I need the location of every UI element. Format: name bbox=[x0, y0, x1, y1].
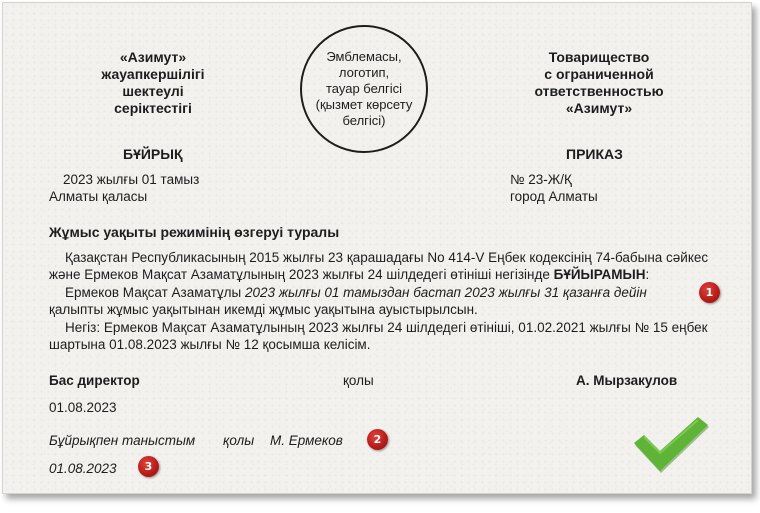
body-text: және Ермеков Мақсат Азаматұлының 2023 жылғы 24 шілдедегі өтініші негізінде bbox=[49, 267, 554, 282]
org-name-kz-line: шектеулі bbox=[122, 83, 184, 99]
emblem-text-line: (қызмет көрсету bbox=[315, 97, 413, 112]
document-page bbox=[2, 2, 752, 494]
org-name-kz bbox=[63, 49, 243, 117]
org-name-ru bbox=[499, 49, 699, 117]
body-line bbox=[65, 284, 647, 301]
signatory-name: А. Мырзакулов bbox=[576, 373, 678, 388]
signature-date: 01.08.2023 bbox=[49, 400, 117, 415]
acknowledgement-date: 01.08.2023 bbox=[49, 461, 117, 476]
body-line: Негіз: Ермеков Мақсат Азаматұлының 2023 жылғы 24 шілдедегі өтініші, 01.02.2021 жылғы № 15 еңбек bbox=[65, 320, 708, 335]
org-name-kz-line: серіктестігі bbox=[114, 100, 192, 116]
order-place-kz: Алматы қаласы bbox=[49, 189, 148, 204]
doc-type-ru: ПРИКАЗ bbox=[566, 146, 623, 162]
order-date-kz: 2023 жылғы 01 тамыз bbox=[63, 172, 200, 187]
signatory-position: Бас директор bbox=[49, 373, 140, 388]
body-line: шартына 01.08.2023 жылғы № 12 қосымша келісім. bbox=[49, 337, 371, 352]
period-text: 2023 жылғы 01 тамыздан бастап 2023 жылғы 31 қазанға дейін bbox=[244, 285, 647, 300]
emblem-text-line: тауар белгісі bbox=[325, 81, 402, 96]
org-name-ru-line: «Азимут» bbox=[565, 100, 633, 116]
body-text: : bbox=[645, 267, 650, 282]
signature-label: қолы bbox=[343, 373, 374, 388]
body-line: Қазақстан Республикасының 2015 жылғы 23 қарашадағы No 414-V Еңбек кодексінің 74-бабына сәйкес bbox=[65, 250, 709, 265]
emblem-text-line: белгісі) bbox=[342, 113, 386, 128]
order-number: № 23-Ж/Қ bbox=[510, 172, 572, 187]
emblem-text-line: Эмблемасы, bbox=[326, 49, 402, 64]
green-checkmark-icon bbox=[630, 413, 710, 475]
marker-badge: 1 bbox=[699, 282, 720, 303]
org-name-ru-line: с ограниченной bbox=[544, 66, 654, 82]
org-name-ru-line: Товарищество bbox=[548, 49, 650, 65]
body-line bbox=[49, 266, 649, 283]
order-place-ru: город Алматы bbox=[510, 189, 598, 204]
emblem-placeholder bbox=[300, 25, 428, 153]
doc-type-kz: БҰЙРЫҚ bbox=[123, 146, 183, 162]
marker-badge: 3 bbox=[138, 456, 159, 477]
order-subject: Жұмыс уақыты режимінің өзгеруі туралы bbox=[49, 224, 340, 240]
acknowledgement-sign-label: қолы bbox=[223, 433, 255, 448]
org-name-kz-line: жауапкершілігі bbox=[101, 66, 205, 82]
org-name-ru-line: ответственностью bbox=[534, 83, 664, 99]
employee-name: Ермеков Мақсат Азаматұлы bbox=[65, 285, 245, 300]
emblem-text-line: логотип, bbox=[338, 65, 390, 80]
org-name-kz-line: «Азимут» bbox=[119, 49, 187, 65]
acknowledgement-name: М. Ермеков bbox=[270, 433, 343, 448]
order-keyword: БҰЙЫРАМЫН bbox=[553, 267, 646, 282]
acknowledgement-label: Бұйрықпен таныстым bbox=[49, 433, 196, 448]
marker-badge: 2 bbox=[367, 429, 388, 450]
body-line: қалыпты жұмыс уақытынан икемді жұмыс уақытына ауыстырылсын. bbox=[49, 302, 478, 317]
